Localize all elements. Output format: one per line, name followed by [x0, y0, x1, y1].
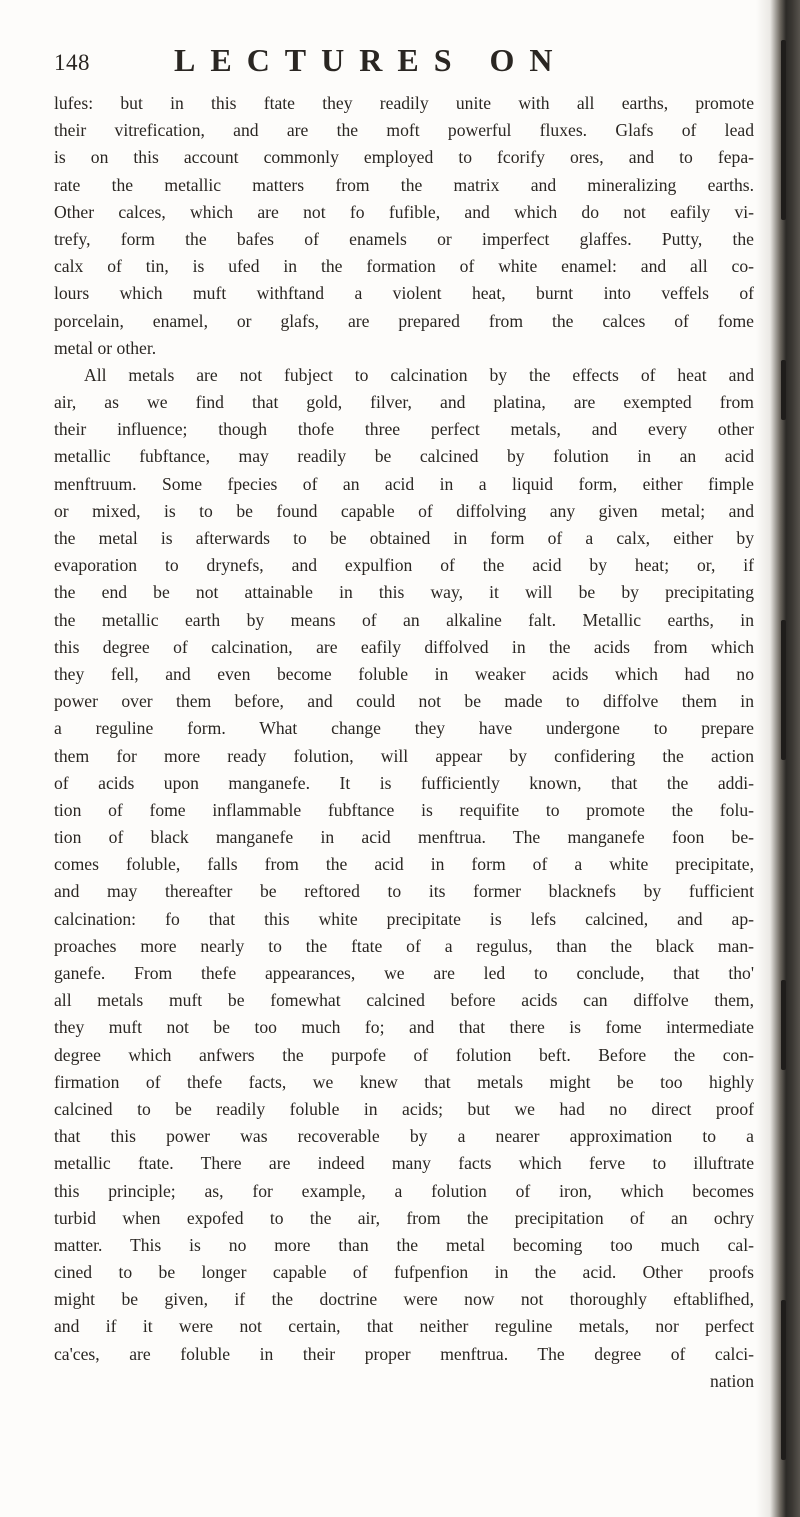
text-line: that this power was recoverable by a nearer approximation to a — [54, 1126, 754, 1147]
text-line: cined to be longer capable of fufpenfion in the acid. Other proofs — [54, 1262, 754, 1283]
text-line: and may thereafter be reftored to its former blacknefs by fufficient — [54, 881, 754, 902]
text-line: rate the metallic matters from the matrix and mineralizing earths. — [54, 174, 754, 195]
page-binding-edge — [756, 0, 800, 1517]
text-line: of acids upon manganefe. It is fufficiently known, that the addi- — [54, 772, 754, 793]
text-line: might be given, if the doctrine were now not thoroughly eftablifhed, — [54, 1289, 754, 1310]
text-line: firmation of thefe facts, we knew that metals might be too highly — [54, 1071, 754, 1092]
text-line: power over them before, and could not be made to diffolve them in — [54, 691, 754, 712]
text-line: or mixed, is to be found capable of diffolving any given metal; and — [54, 500, 754, 521]
text-line: they fell, and even become foluble in weaker acids which had no — [54, 663, 754, 684]
text-line: this degree of calcination, are eafily diffolved in the acids from which — [54, 636, 754, 657]
text-line: evaporation to drynefs, and expulfion of the acid by heat; or, if — [54, 555, 754, 576]
text-line: the metal is afterwards to be obtained in form of a calx, either by — [54, 528, 754, 548]
text-line: calcination: fo that this white precipitate is lefs calcined, and ap- — [54, 908, 754, 929]
text-line: a reguline form. What change they have undergone to prepare — [54, 718, 754, 739]
text-line: porcelain, enamel, or glafs, are prepared from the calces of fome — [54, 310, 754, 331]
text-line: their vitrefication, and are the moft powerful fluxes. Glafs of lead — [54, 120, 754, 141]
text-line: degree which anfwers the purpofe of folution beft. Before the con- — [54, 1044, 754, 1065]
text-line: menftruum. Some fpecies of an acid in a liquid form, either fimple — [54, 473, 754, 494]
body-text — [54, 90, 754, 1395]
text-line: turbid when expofed to the air, from the precipitation of an ochry — [54, 1207, 754, 1228]
text-line: their influence; though thofe three perfect metals, and every other — [54, 419, 754, 440]
text-line: all metals muft be fomewhat calcined before acids can diffolve them, — [54, 990, 754, 1011]
text-line: the end be not attainable in this way, it will be by precipitating — [54, 582, 754, 603]
text-line: matter. This is no more than the metal becoming too much cal- — [54, 1234, 754, 1255]
text-line: this principle; as, for example, a folution of iron, which becomes — [54, 1180, 754, 1201]
text-line: them for more ready folution, will appear by confidering the action — [54, 745, 754, 766]
binding-shadow — [781, 40, 786, 220]
text-line: trefy, form the bafes of enamels or imperfect glaffes. Putty, the — [54, 228, 754, 249]
text-line: ganefe. From thefe appearances, we are led to conclude, that tho' — [54, 963, 754, 983]
binding-shadow — [781, 360, 786, 420]
text-line: is on this account commonly employed to fcorify ores, and to fepa- — [54, 147, 754, 168]
binding-shadow — [781, 1300, 786, 1460]
catchword: nation — [710, 1370, 754, 1391]
binding-shadow — [781, 980, 786, 1070]
text-line: lufes: but in this ftate they readily unite with all earths, promote — [54, 93, 754, 113]
text-line: metal or other. — [54, 337, 157, 358]
text-line: comes foluble, falls from the acid in form of a white precipitate, — [54, 854, 754, 875]
text-line: they muft not be too much fo; and that there is fome intermediate — [54, 1017, 754, 1038]
text-line: All metals are not fubject to calcination by the effects of heat and — [84, 364, 754, 385]
text-line: the metallic earth by means of an alkaline falt. Metallic earths, in — [54, 609, 754, 630]
text-line: calcined to be readily foluble in acids; but we had no direct proof — [54, 1098, 754, 1119]
text-line: calx of tin, is ufed in the formation of white enamel: and all co- — [54, 256, 754, 277]
text-line: ca'ces, are foluble in their proper menftrua. The degree of calci- — [54, 1343, 754, 1364]
text-line: and if it were not certain, that neither reguline metals, nor perfect — [54, 1316, 754, 1337]
text-line: metallic ftate. There are indeed many facts which ferve to illuftrate — [54, 1153, 754, 1174]
text-line: air, as we find that gold, filver, and platina, are exempted from — [54, 392, 754, 413]
text-line: Other calces, which are not fo fufible, and which do not eafily vi- — [54, 201, 754, 222]
text-line: tion of black manganefe in acid menftrua. The manganefe foon be- — [54, 827, 754, 848]
text-line: tion of fome inflammable fubftance is requifite to promote the folu- — [54, 799, 754, 820]
text-line: proaches more nearly to the ftate of a regulus, than the black man- — [54, 935, 754, 956]
page-number: 148 — [54, 50, 90, 75]
text-line: metallic fubftance, may readily be calcined by folution in an acid — [54, 446, 754, 467]
running-head: LECTURES ON — [174, 42, 568, 78]
page-header — [54, 30, 754, 90]
binding-shadow — [781, 620, 786, 760]
text-line: lours which muft withftand a violent heat, burnt into veffels of — [54, 283, 754, 304]
